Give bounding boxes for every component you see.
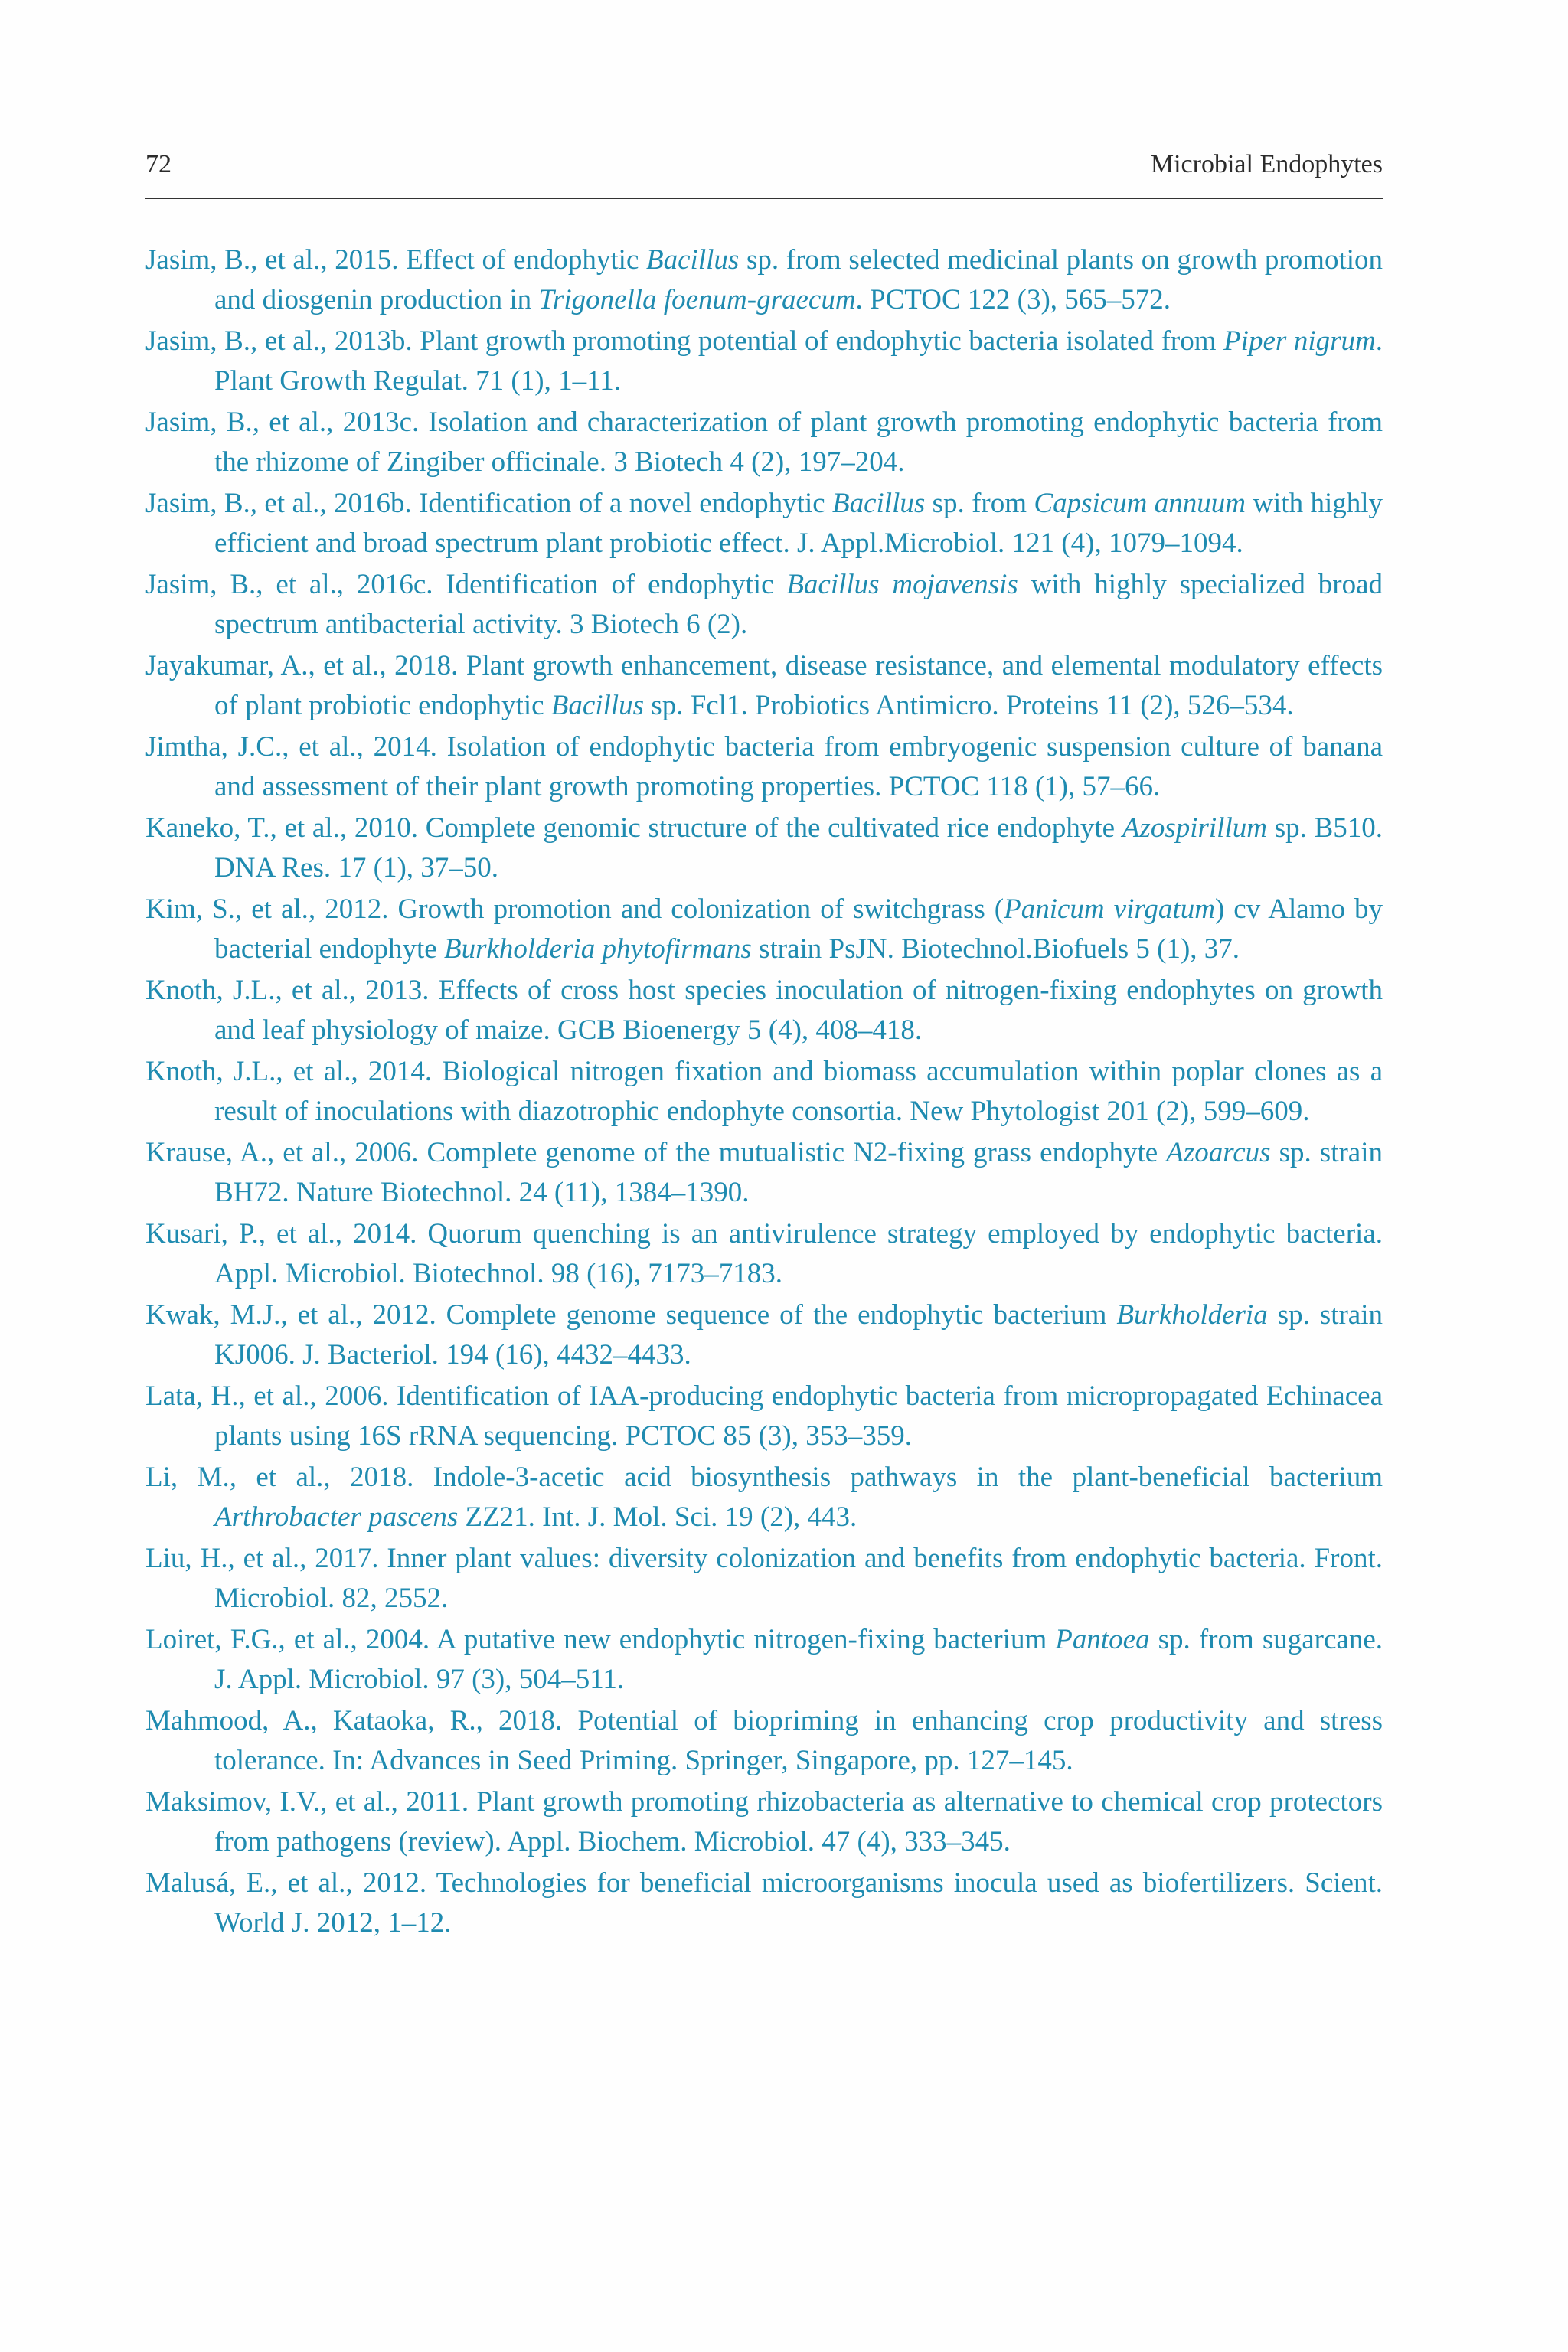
reference-text: Maksimov, I.V., et al., 2011. Plant growth promoting rhizobacteria as alternative to chemical crop protectors from pathogens (review). Appl. Biochem. Microbiol. 47 (4), 333–345.	[145, 1786, 1383, 1857]
reference-text: with highly efficient and broad spectrum plant probiotic effect. J. Appl.Microbiol. 121 (4), 1079–1094.	[214, 488, 1383, 559]
species-name: Bacillus mojavensis	[786, 569, 1018, 600]
reference-text: Jasim, B., et al., 2013c. Isolation and characterization of plant growth promoting endophytic bacteria from the rhizome of Zingiber officinale. 3 Biotech 4 (2), 197–204.	[145, 407, 1383, 478]
species-name: Capsicum annuum	[1034, 488, 1246, 519]
reference-text: Jasim, B., et al., 2013b. Plant growth promoting potential of endophytic bacteria isolated from	[145, 325, 1224, 357]
reference-text: Loiret, F.G., et al., 2004. A putative new endophytic nitrogen-fixing bacterium	[145, 1624, 1056, 1655]
reference-text: sp. strain KJ006. J. Bacteriol. 194 (16), 4432–4433.	[214, 1299, 1383, 1370]
species-name: Arthrobacter pascens	[214, 1501, 459, 1533]
reference-text: sp. from selected medicinal plants on growth promotion and diosgenin production in	[214, 244, 1383, 315]
reference-text: Jasim, B., et al., 2015. Effect of endophytic	[145, 244, 647, 276]
reference-text: ZZ21. Int. J. Mol. Sci. 19 (2), 443.	[458, 1501, 858, 1533]
reference-text: Jasim, B., et al., 2016b. Identification of a novel endophytic	[145, 488, 832, 519]
reference-text: Krause, A., et al., 2006. Complete genome of the mutualistic N2-fixing grass endophyte	[145, 1137, 1167, 1168]
header-rule	[145, 198, 1383, 199]
species-name: Trigonella foenum-graecum	[538, 284, 856, 315]
reference-entry[interactable]	[145, 1295, 1383, 1375]
species-name: Azoarcus	[1166, 1137, 1271, 1168]
reference-text: sp. from	[925, 488, 1034, 519]
species-name: Bacillus	[550, 690, 645, 721]
species-name: Pantoea	[1055, 1624, 1150, 1655]
reference-text: Li, M., et al., 2018. Indole-3-acetic acid biosynthesis pathways in the plant-beneficial bacterium	[145, 1462, 1383, 1493]
species-name: Burkholderia	[1116, 1299, 1268, 1331]
page-number: 72	[145, 150, 172, 178]
reference-entry[interactable]	[145, 1052, 1383, 1132]
species-name: Azospirillum	[1122, 812, 1267, 844]
reference-entry[interactable]	[145, 322, 1383, 401]
species-name: Bacillus	[832, 488, 926, 519]
book-title: Microbial Endophytes	[1150, 150, 1383, 178]
reference-text: sp. from sugarcane. J. Appl. Microbiol. 97 (3), 504–511.	[214, 1624, 1383, 1695]
reference-entry[interactable]	[145, 808, 1383, 888]
reference-list	[145, 240, 1383, 1945]
reference-entry[interactable]	[145, 1701, 1383, 1781]
reference-entry[interactable]	[145, 1539, 1383, 1619]
reference-entry[interactable]	[145, 1133, 1383, 1213]
reference-text: . Plant Growth Regulat. 71 (1), 1–11.	[214, 325, 1383, 397]
reference-text: Kusari, P., et al., 2014. Quorum quenching is an antivirulence strategy employed by endophytic bacteria. Appl. Microbiol. Biotechnol. 98 (16), 7173–7183.	[145, 1218, 1383, 1289]
reference-text: ) cv Alamo by bacterial endophyte	[214, 893, 1383, 965]
reference-text: strain PsJN. Biotechnol.Biofuels 5 (1), 37.	[751, 933, 1240, 965]
species-name: Bacillus	[646, 244, 740, 276]
reference-entry[interactable]	[145, 971, 1383, 1050]
reference-entry[interactable]	[145, 1377, 1383, 1456]
reference-text: Liu, H., et al., 2017. Inner plant values: diversity colonization and benefits from endophytic bacteria. Front. Microbiol. 82, 2552.	[145, 1543, 1383, 1614]
reference-entry[interactable]	[145, 1214, 1383, 1294]
reference-text: Jimtha, J.C., et al., 2014. Isolation of endophytic bacteria from embryogenic suspension culture of banana and assessment of their plant growth promoting properties. PCTOC 118 (1), 57–66.	[145, 731, 1383, 802]
reference-entry[interactable]	[145, 1620, 1383, 1700]
reference-text: sp. strain BH72. Nature Biotechnol. 24 (11), 1384–1390.	[214, 1137, 1383, 1208]
reference-entry[interactable]	[145, 646, 1383, 726]
reference-entry[interactable]	[145, 727, 1383, 807]
reference-text: Knoth, J.L., et al., 2013. Effects of cross host species inoculation of nitrogen-fixing endophytes on growth and leaf physiology of maize. GCB Bioenergy 5 (4), 408–418.	[145, 975, 1383, 1046]
reference-entry[interactable]	[145, 1458, 1383, 1537]
species-name: Burkholderia phytofirmans	[443, 933, 752, 965]
reference-entry[interactable]	[145, 1782, 1383, 1862]
reference-text: Knoth, J.L., et al., 2014. Biological nitrogen fixation and biomass accumulation within poplar clones as a result of inoculations with diazotrophic endophyte consortia. New Phytologist 201 (2), 599–609.	[145, 1056, 1383, 1127]
reference-text: sp. Fcl1. Probiotics Antimicro. Proteins 11 (2), 526–534.	[644, 690, 1294, 721]
reference-text: . PCTOC 122 (3), 565–572.	[855, 284, 1171, 315]
species-name: Panicum virgatum	[1004, 893, 1215, 925]
reference-entry[interactable]	[145, 1864, 1383, 1943]
reference-entry[interactable]	[145, 240, 1383, 320]
reference-text: Kim, S., et al., 2012. Growth promotion and colonization of switchgrass (	[145, 893, 1004, 925]
reference-entry[interactable]	[145, 403, 1383, 482]
reference-text: Kwak, M.J., et al., 2012. Complete genome sequence of the endophytic bacterium	[145, 1299, 1117, 1331]
reference-text: with highly specialized broad spectrum antibacterial activity. 3 Biotech 6 (2).	[214, 569, 1383, 640]
running-head	[145, 150, 1383, 190]
reference-entry[interactable]	[145, 890, 1383, 969]
reference-text: Jayakumar, A., et al., 2018. Plant growth enhancement, disease resistance, and elemental modulatory effects of plant probiotic endophytic	[145, 650, 1383, 721]
book-page	[145, 0, 1383, 2352]
species-name: Piper nigrum	[1223, 325, 1376, 357]
reference-entry[interactable]	[145, 484, 1383, 564]
reference-text: Mahmood, A., Kataoka, R., 2018. Potential of biopriming in enhancing crop productivity and stress tolerance. In: Advances in Seed Priming. Springer, Singapore, pp. 127–145.	[145, 1705, 1383, 1776]
reference-text: Lata, H., et al., 2006. Identification of IAA-producing endophytic bacteria from micropropagated Echinacea plants using 16S rRNA sequencing. PCTOC 85 (3), 353–359.	[145, 1380, 1383, 1452]
reference-text: Kaneko, T., et al., 2010. Complete genomic structure of the cultivated rice endophyte	[145, 812, 1122, 844]
reference-entry[interactable]	[145, 565, 1383, 645]
reference-text: sp. B510. DNA Res. 17 (1), 37–50.	[214, 812, 1383, 884]
reference-text: Malusá, E., et al., 2012. Technologies for beneficial microorganisms inocula used as biofertilizers. Scient. World J. 2012, 1–12.	[145, 1867, 1383, 1939]
reference-text: Jasim, B., et al., 2016c. Identification of endophytic	[145, 569, 787, 600]
